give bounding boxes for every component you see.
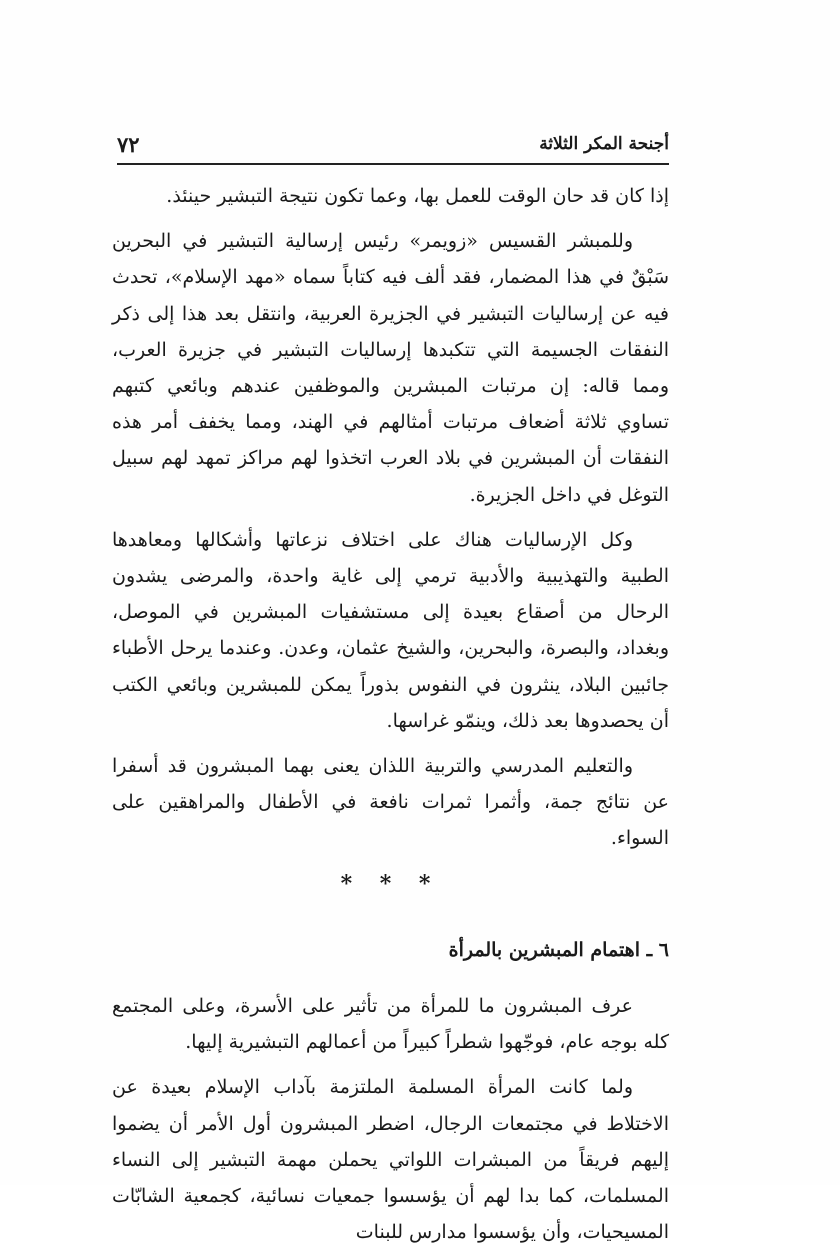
page-number: ٧٢ bbox=[117, 132, 140, 157]
section-heading: ٦ ـ اهتمام المبشرين بالمرأة bbox=[448, 938, 669, 961]
paragraph-6: ولما كانت المرأة المسلمة الملتزمة بآداب الإسلام بعيدة عن الاختلاط في مجتمعات الرجال، اضطر المبشرون أول الأمر أن يضموا إليهم فريقاً من المبشرات اللواتي يحملن مهمة التبشير إلى النساء المسلمات، كما بدا لهم أن يؤسسوا جمعيات نسائية، كجمعية الشابّات المسيحيات، وأن يؤسسوا مدارس للبنات bbox=[112, 1076, 669, 1244]
page-header bbox=[117, 128, 669, 160]
paragraph-5: عرف المبشرون ما للمرأة من تأثير على الأسرة، وعلى المجتمع كله بوجه عام، فوجّهوا شطراً كبيراً من أعمالهم التبشيرية إليها. bbox=[112, 995, 669, 1054]
paragraph-4: والتعليم المدرسي والتربية اللذان يعنى بهما المبشرون قد أسفرا عن نتائج جمة، وأثمرا ثمرات نافعة في الأطفال والمراهقين على السواء. bbox=[112, 755, 669, 850]
paragraph-1: إذا كان قد حان الوقت للعمل بها، وعما تكون نتيجة التبشير حينئذ. bbox=[166, 185, 669, 207]
paragraph-3: وكل الإرساليات هناك على اختلاف نزعاتها وأشكالها ومعاهدها الطبية والتهذيبية والأدبية ترمي إلى غاية واحدة، والمرضى يشدون الرحال من أصقاع بعيدة إلى مستشفيات المبشرين في الموصل، وبغداد، والبصرة، والبحرين، والشيخ عثمان، وعدن. وعندما يرحل الأطباء جائبين البلاد، ينثرون في النفوس بذوراً يمكن للمبشرين وبائعي الكتب أن يحصدوها بعد ذلك، وينمّو غراسها. bbox=[112, 528, 669, 732]
section-separator: * * * bbox=[340, 870, 441, 897]
body-text bbox=[112, 178, 669, 1259]
header-rule bbox=[117, 163, 669, 165]
paragraph-2: وللمبشر القسيس «زويمر» رئيس إرسالية التبشير في البحرين سَبْقٌ في هذا المضمار، فقد ألف فيه كتاباً سماه «مهد الإسلام»، تحدث فيه عن إرساليات التبشير في الجزيرة العربية، وانتقل بعد هذا إلى ذكر النفقات الجسيمة التي تتكبدها إرساليات التبشير في جزيرة العرب، ومما قاله: إن مرتبات المبشرين والموظفين عندهم وبائعي كتبهم تساوي ثلاثة أضعاف مرتبات أمثالهم في الهند، ومما يخفف أمر هذه النفقات أن المبشرين في بلاد العرب اتخذوا لهم مراكز تمهد لهم سبيل التوغل في داخل الجزيرة. bbox=[112, 230, 669, 506]
running-title: أجنحة المكر الثلاثة bbox=[539, 134, 669, 154]
